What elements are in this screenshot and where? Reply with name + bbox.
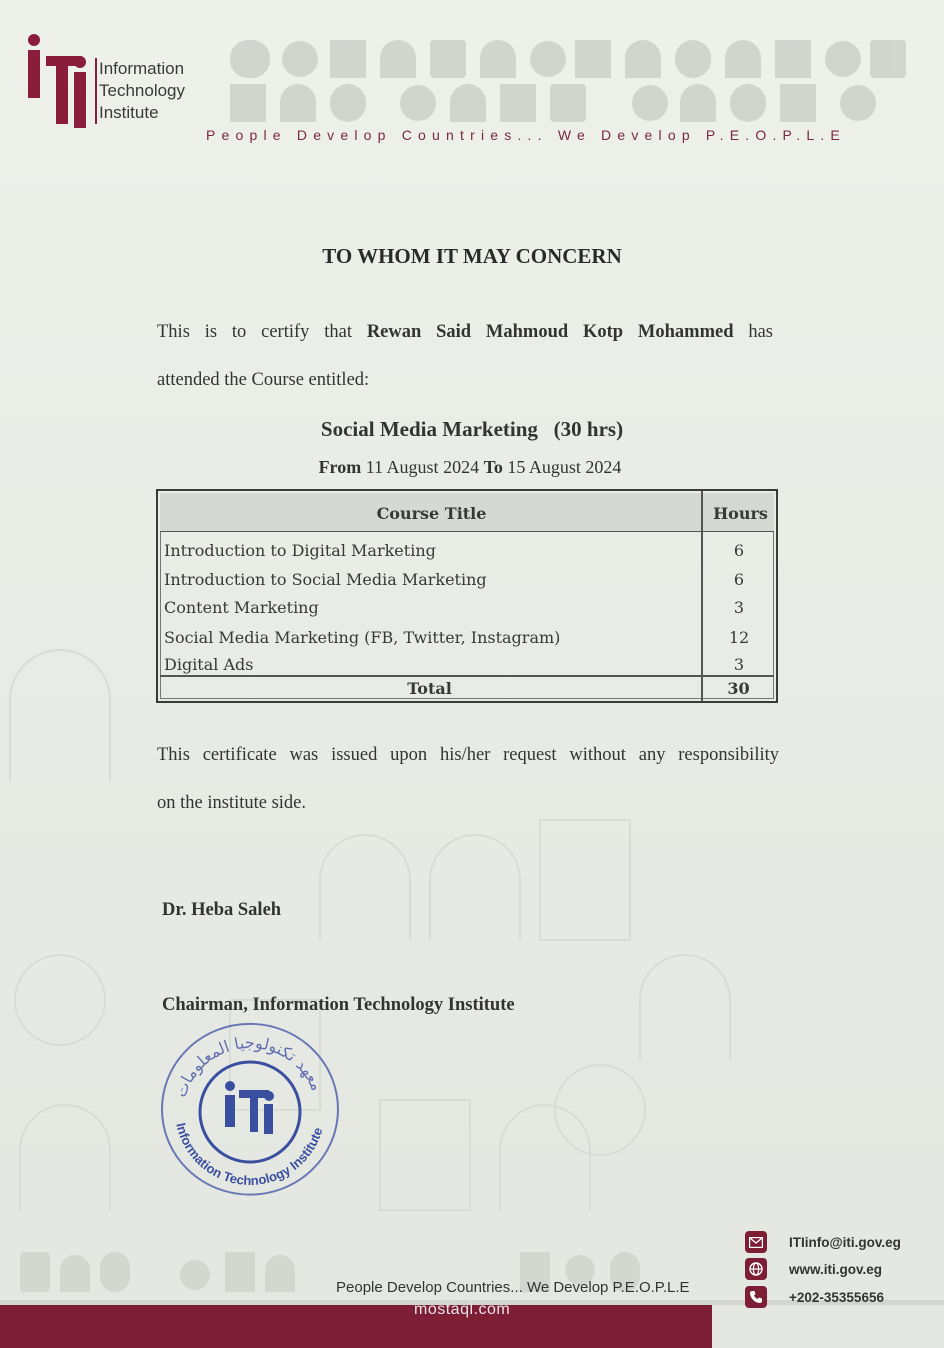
- footer-slogan: People Develop Countries... We Develop P.E.O.P.L.E: [336, 1279, 690, 1296]
- letter-heading: TO WHOM IT MAY CONCERN: [322, 244, 622, 268]
- stamp-english-text: Information Technology Institute: [173, 1121, 326, 1189]
- to-date: 15 August 2024: [507, 457, 622, 477]
- row-hours: 6: [733, 541, 745, 560]
- certify-line: [157, 322, 773, 343]
- website-text[interactable]: www.iti.gov.eg: [789, 1261, 883, 1277]
- contact-website: [745, 1258, 882, 1280]
- course-name: Social Media Marketing: [320, 417, 538, 441]
- row-hours: 6: [733, 570, 745, 589]
- disclaimer-line-2: on the institute side.: [157, 793, 307, 813]
- signer-name: Dr. Heba Saleh: [162, 900, 282, 920]
- row-title: Introduction to Digital Marketing: [164, 541, 436, 560]
- certify-intro: This is to certify that: [157, 322, 367, 342]
- attended-line: attended the Course entitled:: [157, 370, 370, 390]
- institute-name-line-2: Technology: [99, 81, 186, 100]
- row-hours: 12: [728, 628, 750, 647]
- header-hours: Hours: [713, 504, 768, 523]
- signer-title: Chairman, Information Technology Institute: [162, 995, 515, 1015]
- total-label: Total: [407, 679, 452, 698]
- institute-name-line-1: Information: [99, 59, 185, 78]
- table-row: [164, 598, 772, 624]
- globe-icon: [745, 1258, 767, 1280]
- email-text[interactable]: ITIinfo@iti.gov.eg: [789, 1234, 901, 1250]
- course-hours: (30 hrs): [553, 417, 624, 441]
- total-hours: 30: [727, 679, 750, 698]
- certify-has: has: [733, 322, 773, 342]
- table-row: [164, 655, 772, 681]
- table-row: [164, 541, 772, 567]
- envelope-icon: [745, 1231, 767, 1253]
- institute-stamp: [155, 1020, 345, 1200]
- institute-name-line-3: Institute: [99, 103, 159, 122]
- row-hours: 3: [733, 655, 745, 674]
- recipient-name: Rewan Said Mahmoud Kotp Mohammed: [366, 322, 734, 342]
- course-title: [0, 417, 944, 442]
- table-row: [164, 570, 772, 596]
- row-title: Social Media Marketing (FB, Twitter, Instagram): [164, 628, 561, 647]
- total-divider: [160, 675, 774, 677]
- contact-phone: [745, 1286, 884, 1308]
- row-title: Content Marketing: [164, 598, 319, 617]
- to-label: To: [483, 457, 503, 477]
- row-title: Digital Ads: [164, 655, 254, 674]
- phone-text[interactable]: +202-35355656: [789, 1289, 884, 1305]
- stamp-arabic-text: معهد تكنولوجيا المعلومات: [170, 1033, 327, 1100]
- watermark: mostaql.com: [414, 1301, 511, 1318]
- footer-band: [0, 1305, 712, 1348]
- phone-icon: [745, 1286, 767, 1308]
- course-table: [156, 489, 778, 703]
- table-row: [164, 628, 772, 654]
- from-date: 11 August 2024: [365, 457, 480, 477]
- row-title: Introduction to Social Media Marketing: [164, 570, 487, 589]
- disclaimer-line-1: This certificate was issued upon his/her request without any responsibility: [157, 745, 779, 765]
- header-course-title: Course Title: [376, 504, 487, 523]
- contact-email: [745, 1231, 901, 1253]
- stamp-iti-mark: [225, 1081, 274, 1134]
- table-header: [160, 493, 774, 532]
- institute-name: [95, 58, 185, 124]
- from-label: From: [318, 457, 362, 477]
- row-hours: 3: [733, 598, 745, 617]
- iti-logo: [24, 32, 94, 128]
- course-dates: [0, 457, 940, 478]
- header-slogan: People Develop Countries... We Develop P.E.O.P.L.E: [206, 127, 846, 143]
